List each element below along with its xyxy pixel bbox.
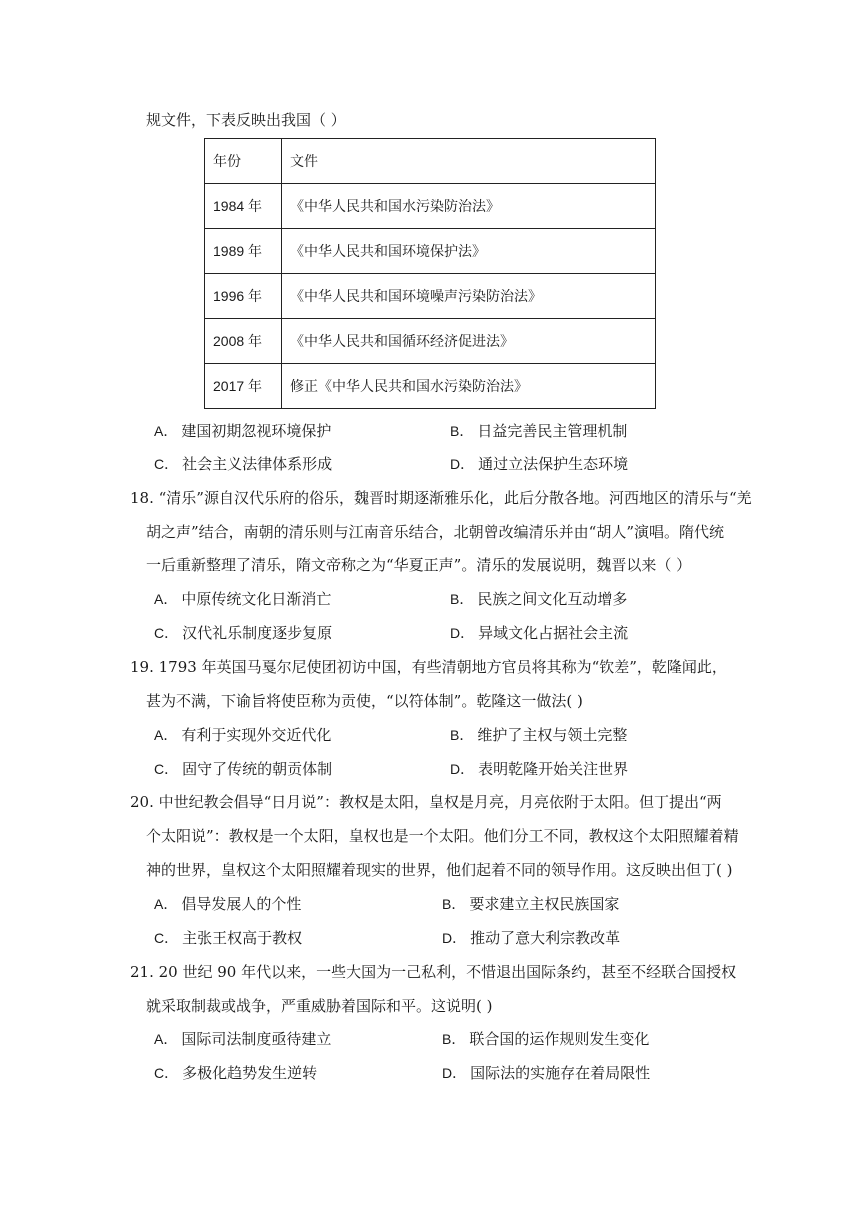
option-text: 维护了主权与领土完整 xyxy=(477,726,628,744)
table-row xyxy=(205,274,656,319)
q17-option-b[interactable] xyxy=(450,421,627,441)
q21-option-b[interactable] xyxy=(442,1029,649,1049)
table-cell-year: 1984 年 xyxy=(205,184,282,229)
option-text: 异域文化占据社会主流 xyxy=(478,624,629,642)
q21-stem-line: 21. 20 世纪 90 年代以来，一些大国为一己私利，不惜退出国际条约，甚至不经联合国授权 xyxy=(130,963,737,981)
q18-stem-line: 18. “清乐”源自汉代乐府的俗乐，魏晋时期逐渐雅乐化，此后分散各地。河西地区的清乐与“羌 xyxy=(130,489,752,507)
option-key: C． xyxy=(154,456,179,472)
option-text: 汉代礼乐制度逐步复原 xyxy=(182,624,333,642)
option-text: 倡导发展人的个性 xyxy=(181,895,302,913)
q17-option-a[interactable] xyxy=(154,421,331,441)
option-key: A． xyxy=(154,896,178,912)
option-text: 国际司法制度亟待建立 xyxy=(181,1030,332,1048)
q21-stem-line: 就采取制裁或战争，严重威胁着国际和平。这说明( ) xyxy=(146,997,493,1015)
option-text: 民族之间文化互动增多 xyxy=(477,590,628,608)
q18-option-c[interactable] xyxy=(154,623,332,643)
q21-option-c[interactable] xyxy=(154,1063,317,1083)
option-text: 联合国的运作规则发生变化 xyxy=(469,1030,650,1048)
table-cell-document: 《中华人民共和国环境噪声污染防治法》 xyxy=(282,274,656,319)
option-text: 多极化趋势发生逆转 xyxy=(182,1064,318,1082)
q21-option-a[interactable] xyxy=(154,1029,331,1049)
option-text: 表明乾隆开始关注世界 xyxy=(478,760,629,778)
q20-stem-line: 神的世界，皇权这个太阳照耀着现实的世界，他们起着不同的领导作用。这反映出但丁( ) xyxy=(146,861,733,879)
option-text: 固守了传统的朝贡体制 xyxy=(182,760,333,778)
table-row xyxy=(205,229,656,274)
option-key: D． xyxy=(450,625,475,641)
option-key: A． xyxy=(154,591,178,607)
q17-stem-tail: 规文件，下表反映出我国（ ） xyxy=(146,111,346,129)
option-text: 国际法的实施存在着局限性 xyxy=(470,1064,651,1082)
table-row xyxy=(205,364,656,409)
option-text: 通过立法保护生态环境 xyxy=(478,455,629,473)
table-cell-document: 《中华人民共和国环境保护法》 xyxy=(282,229,656,274)
option-key: A． xyxy=(154,423,178,439)
q19-option-d[interactable] xyxy=(450,759,628,779)
q20-option-b[interactable] xyxy=(442,894,619,914)
q18-stem-line: 胡之声”结合，南朝的清乐则与江南音乐结合，北朝曾改编清乐并由“胡人”演唱。隋代统 xyxy=(146,523,725,541)
table-header-row xyxy=(205,139,656,184)
q20-option-d[interactable] xyxy=(442,928,620,948)
q20-option-c[interactable] xyxy=(154,928,302,948)
table-cell-document: 修正《中华人民共和国水污染防治法》 xyxy=(282,364,656,409)
option-key: B． xyxy=(442,896,466,912)
option-text: 社会主义法律体系形成 xyxy=(182,455,333,473)
table-cell-document: 《中华人民共和国水污染防治法》 xyxy=(282,184,656,229)
q18-stem-line: 一后重新整理了清乐，隋文帝称之为“华夏正声”。清乐的发展说明，魏晋以来（ ） xyxy=(146,556,692,574)
table-cell-year: 2017 年 xyxy=(205,364,282,409)
option-text: 建国初期忽视环境保护 xyxy=(181,422,332,440)
q20-option-a[interactable] xyxy=(154,894,301,914)
table-cell-document: 《中华人民共和国循环经济促进法》 xyxy=(282,319,656,364)
option-key: D． xyxy=(442,930,467,946)
option-key: A． xyxy=(154,727,178,743)
q20-stem-line: 个太阳说”：教权是一个太阳，皇权也是一个太阳。他们分工不同，教权这个太阳照耀着精 xyxy=(146,827,739,845)
option-key: A． xyxy=(154,1031,178,1047)
table-row xyxy=(205,184,656,229)
q17-option-d[interactable] xyxy=(450,454,628,474)
q19-option-a[interactable] xyxy=(154,725,331,745)
option-key: B． xyxy=(450,591,474,607)
option-text: 主张王权高于教权 xyxy=(182,929,303,947)
option-key: D． xyxy=(450,761,475,777)
q18-option-a[interactable] xyxy=(154,589,331,609)
option-text: 中原传统文化日渐消亡 xyxy=(181,590,332,608)
q21-option-d[interactable] xyxy=(442,1063,650,1083)
option-text: 有利于实现外交近代化 xyxy=(181,726,332,744)
q18-option-b[interactable] xyxy=(450,589,627,609)
table-cell-year: 2008 年 xyxy=(205,319,282,364)
q19-option-b[interactable] xyxy=(450,725,627,745)
table-header-document: 文件 xyxy=(282,139,656,184)
option-text: 日益完善民主管理机制 xyxy=(477,422,628,440)
q19-stem-line: 19. 1793 年英国马戛尔尼使团初访中国，有些清朝地方官员将其称为“钦差”，乾隆闻此， xyxy=(130,658,727,676)
q19-stem-line: 甚为不满，下谕旨将使臣称为贡使，“以符体制”。乾隆这一做法( ) xyxy=(146,692,583,710)
option-key: C． xyxy=(154,1065,179,1081)
option-text: 要求建立主权民族国家 xyxy=(469,895,620,913)
option-key: B． xyxy=(450,423,474,439)
q20-stem-line: 20. 中世纪教会倡导“日月说”：教权是太阳，皇权是月亮，月亮依附于太阳。但丁提出“两 xyxy=(130,793,722,811)
table-row xyxy=(205,319,656,364)
q18-option-d[interactable] xyxy=(450,623,628,643)
option-key: B． xyxy=(450,727,474,743)
option-key: D． xyxy=(450,456,475,472)
q17-option-c[interactable] xyxy=(154,454,332,474)
option-key: C． xyxy=(154,930,179,946)
table-header-year: 年份 xyxy=(205,139,282,184)
table-cell-year: 1989 年 xyxy=(205,229,282,274)
option-key: C． xyxy=(154,625,179,641)
q19-option-c[interactable] xyxy=(154,759,332,779)
table-cell-year: 1996 年 xyxy=(205,274,282,319)
option-text: 推动了意大利宗教改革 xyxy=(470,929,621,947)
option-key: C． xyxy=(154,761,179,777)
option-key: B． xyxy=(442,1031,466,1047)
legislation-table xyxy=(204,138,656,409)
option-key: D． xyxy=(442,1065,467,1081)
